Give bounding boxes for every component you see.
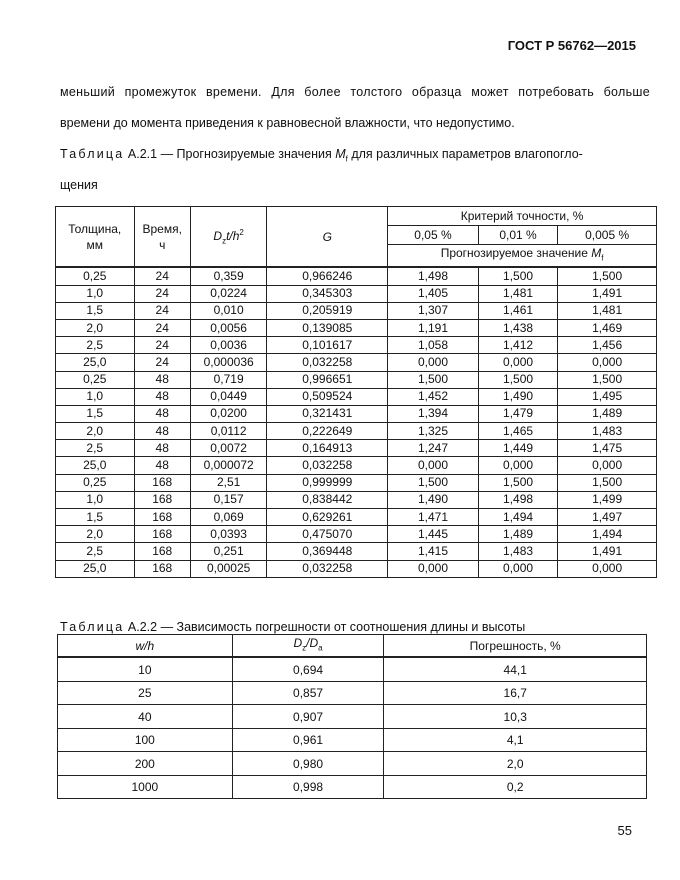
document-header: ГОСТ Р 56762—2015 bbox=[507, 38, 636, 53]
table-row bbox=[56, 337, 657, 354]
table-cell: 1,465 bbox=[478, 423, 558, 440]
table-cell: 1,500 bbox=[388, 474, 479, 491]
table-cell: 200 bbox=[58, 752, 233, 776]
table-cell: 1,500 bbox=[388, 371, 479, 388]
table-cell: 2,0 bbox=[56, 319, 135, 336]
table-cell: 1,495 bbox=[558, 388, 657, 405]
table-cell: 168 bbox=[134, 491, 190, 508]
table-cell: 0,000 bbox=[478, 457, 558, 474]
table-cell: 1,475 bbox=[558, 440, 657, 457]
table-cell: 48 bbox=[134, 440, 190, 457]
table-cell: 24 bbox=[134, 337, 190, 354]
table-cell: 0,222649 bbox=[267, 423, 388, 440]
table-cell: 0,0393 bbox=[190, 526, 267, 543]
table-cell: 0,966246 bbox=[267, 267, 388, 285]
table-cell: 0,0224 bbox=[190, 285, 267, 302]
table-cell: 4,1 bbox=[384, 728, 647, 752]
table2-caption-label: Таблица bbox=[60, 620, 125, 634]
table-cell: 1,0 bbox=[56, 285, 135, 302]
table-row bbox=[58, 752, 647, 776]
table-cell: 2,0 bbox=[384, 752, 647, 776]
table-cell: 1,452 bbox=[388, 388, 479, 405]
table-cell: 1,325 bbox=[388, 423, 479, 440]
table-cell: 1,0 bbox=[56, 388, 135, 405]
table-cell: 1,499 bbox=[558, 491, 657, 508]
table-cell: 1,483 bbox=[558, 423, 657, 440]
table-cell: 0,032258 bbox=[267, 457, 388, 474]
table-cell: 1,494 bbox=[478, 509, 558, 526]
table-cell: 44,1 bbox=[384, 657, 647, 681]
header-dzt: $D_zt/h^2$ bbox=[190, 207, 267, 268]
table-cell: 1,490 bbox=[478, 388, 558, 405]
table-cell: 0,010 bbox=[190, 302, 267, 319]
table-cell: 2,5 bbox=[56, 440, 135, 457]
header-dz-da: $D_z/D_a$ bbox=[232, 635, 384, 658]
page-number: 55 bbox=[617, 823, 632, 838]
header-acc-005: 0,05 % bbox=[388, 226, 479, 245]
table-cell: 0,0112 bbox=[190, 423, 267, 440]
table-cell: 1,5 bbox=[56, 405, 135, 422]
table-cell: 0,000072 bbox=[190, 457, 267, 474]
table-cell: 0,719 bbox=[190, 371, 267, 388]
table-cell: 0,000 bbox=[478, 560, 558, 577]
table-cell: 0,0036 bbox=[190, 337, 267, 354]
table-cell: 0,000 bbox=[558, 560, 657, 577]
table-cell: 0,838442 bbox=[267, 491, 388, 508]
table-row bbox=[58, 728, 647, 752]
table-cell: 0,629261 bbox=[267, 509, 388, 526]
table-row bbox=[56, 405, 657, 422]
table-cell: 0,0056 bbox=[190, 319, 267, 336]
table-cell: 1,500 bbox=[558, 267, 657, 285]
table-cell: 0,369448 bbox=[267, 543, 388, 560]
table-row bbox=[56, 509, 657, 526]
table-cell: 1,456 bbox=[558, 337, 657, 354]
paragraph-line-2: времени до момента приведения к равновесной влажности, что недопустимо. bbox=[60, 116, 515, 130]
table-cell: 10,3 bbox=[384, 705, 647, 729]
table-cell: 168 bbox=[134, 526, 190, 543]
table-cell: 1,469 bbox=[558, 319, 657, 336]
table-cell: 0,0200 bbox=[190, 405, 267, 422]
table-cell: 1000 bbox=[58, 775, 233, 799]
table-row bbox=[56, 560, 657, 577]
table-cell: 0,139085 bbox=[267, 319, 388, 336]
table2-caption-text: — Зависимость погрешности от соотношения длины и высоты bbox=[157, 620, 526, 634]
table-cell: 1,494 bbox=[558, 526, 657, 543]
table1-body bbox=[56, 267, 657, 577]
table-cell: 1,498 bbox=[388, 267, 479, 285]
table-cell: 1,415 bbox=[388, 543, 479, 560]
table-cell: 0,359 bbox=[190, 267, 267, 285]
table1-caption-label: Таблица bbox=[60, 147, 125, 161]
table-row bbox=[56, 457, 657, 474]
table-cell: 24 bbox=[134, 285, 190, 302]
table2-caption-num: А.2.2 bbox=[127, 620, 158, 634]
table-row bbox=[56, 302, 657, 319]
table-row bbox=[56, 491, 657, 508]
table-cell: 16,7 bbox=[384, 681, 647, 705]
table-cell: 0,000 bbox=[478, 354, 558, 371]
table-row bbox=[56, 354, 657, 371]
table-cell: 48 bbox=[134, 423, 190, 440]
table-cell: 0,25 bbox=[56, 474, 135, 491]
table-row bbox=[58, 681, 647, 705]
table-cell: 0,101617 bbox=[267, 337, 388, 354]
table-cell: 1,500 bbox=[478, 474, 558, 491]
table-cell: 1,500 bbox=[558, 371, 657, 388]
table-row bbox=[56, 423, 657, 440]
table-row bbox=[56, 267, 657, 285]
header-criterion: Критерий точности, % bbox=[388, 207, 657, 226]
table-cell: 48 bbox=[134, 457, 190, 474]
table-cell: 25 bbox=[58, 681, 233, 705]
table-cell: 1,500 bbox=[478, 267, 558, 285]
table-row bbox=[56, 474, 657, 491]
table1-caption bbox=[60, 146, 650, 168]
table-cell: 168 bbox=[134, 509, 190, 526]
table-cell: 0,251 bbox=[190, 543, 267, 560]
table-cell: 1,247 bbox=[388, 440, 479, 457]
table-cell: 0,000 bbox=[388, 354, 479, 371]
table-cell: 1,498 bbox=[478, 491, 558, 508]
table-cell: 24 bbox=[134, 319, 190, 336]
table-cell: 1,191 bbox=[388, 319, 479, 336]
table-cell: 10 bbox=[58, 657, 233, 681]
paragraph-line-1: меньший промежуток времени. Для более толстого образца может потребовать больше bbox=[60, 85, 650, 99]
header-thickness: Толщина, мм bbox=[56, 207, 135, 268]
table-cell: 0,205919 bbox=[267, 302, 388, 319]
header-wh: w/h bbox=[58, 635, 233, 658]
table-cell: 48 bbox=[134, 371, 190, 388]
table-cell: 25,0 bbox=[56, 560, 135, 577]
header-acc-001: 0,01 % bbox=[478, 226, 558, 245]
table-row bbox=[56, 543, 657, 560]
table-cell: 2,0 bbox=[56, 526, 135, 543]
table-cell: 1,5 bbox=[56, 509, 135, 526]
table-cell: 0,032258 bbox=[267, 354, 388, 371]
table-cell: 0,00025 bbox=[190, 560, 267, 577]
table-cell: 0,999999 bbox=[267, 474, 388, 491]
table-cell: 1,0 bbox=[56, 491, 135, 508]
table-cell: 0,998 bbox=[232, 775, 384, 799]
table-cell: 1,489 bbox=[478, 526, 558, 543]
table-cell: 0,907 bbox=[232, 705, 384, 729]
table-cell: 1,461 bbox=[478, 302, 558, 319]
table-cell: 24 bbox=[134, 302, 190, 319]
table-cell: 2,5 bbox=[56, 337, 135, 354]
table1-caption-line2: щения bbox=[60, 178, 98, 192]
table-cell: 1,5 bbox=[56, 302, 135, 319]
table-cell: 1,497 bbox=[558, 509, 657, 526]
table-cell: 0,996651 bbox=[267, 371, 388, 388]
table-cell: 48 bbox=[134, 405, 190, 422]
table-cell: 1,483 bbox=[478, 543, 558, 560]
table-cell: 0,032258 bbox=[267, 560, 388, 577]
table-cell: 1,489 bbox=[558, 405, 657, 422]
table1 bbox=[55, 206, 657, 578]
header-predicted: Прогнозируемое значение $M_f$ bbox=[388, 245, 657, 268]
table-cell: 24 bbox=[134, 267, 190, 285]
table-cell: 0,321431 bbox=[267, 405, 388, 422]
header-acc-0005: 0,005 % bbox=[558, 226, 657, 245]
table-cell: 0,069 bbox=[190, 509, 267, 526]
table-cell: 0,694 bbox=[232, 657, 384, 681]
table-cell: 2,51 bbox=[190, 474, 267, 491]
table-cell: 1,058 bbox=[388, 337, 479, 354]
table-cell: 40 bbox=[58, 705, 233, 729]
table2 bbox=[57, 634, 647, 799]
table-cell: 168 bbox=[134, 474, 190, 491]
table-row bbox=[56, 285, 657, 302]
table2-caption bbox=[60, 620, 525, 634]
table-cell: 1,500 bbox=[558, 474, 657, 491]
table-cell: 1,449 bbox=[478, 440, 558, 457]
table-row bbox=[58, 705, 647, 729]
table-row bbox=[56, 440, 657, 457]
table-cell: 0,164913 bbox=[267, 440, 388, 457]
table-cell: 2,0 bbox=[56, 423, 135, 440]
table-cell: 0,475070 bbox=[267, 526, 388, 543]
table-cell: 1,394 bbox=[388, 405, 479, 422]
table-row bbox=[56, 388, 657, 405]
table1-caption-var-sub: f bbox=[345, 154, 348, 164]
table2-body bbox=[58, 657, 647, 799]
table1-caption-text-pre: — Прогнозируемые значения bbox=[157, 147, 336, 161]
table-cell: 0,0449 bbox=[190, 388, 267, 405]
table-row bbox=[58, 657, 647, 681]
table-cell: 1,471 bbox=[388, 509, 479, 526]
table-row bbox=[56, 371, 657, 388]
table-cell: 0,509524 bbox=[267, 388, 388, 405]
table-cell: 1,500 bbox=[478, 371, 558, 388]
table-row bbox=[56, 319, 657, 336]
table-row bbox=[58, 775, 647, 799]
table-cell: 0,345303 bbox=[267, 285, 388, 302]
table-row bbox=[56, 526, 657, 543]
table-cell: 0,000 bbox=[388, 457, 479, 474]
table-cell: 1,481 bbox=[478, 285, 558, 302]
header-g: G bbox=[267, 207, 388, 268]
header-time: Время, ч bbox=[134, 207, 190, 268]
table-cell: 0,000036 bbox=[190, 354, 267, 371]
table-cell: 0,000 bbox=[558, 354, 657, 371]
table-cell: 25,0 bbox=[56, 457, 135, 474]
table-cell: 0,000 bbox=[388, 560, 479, 577]
table-cell: 0,2 bbox=[384, 775, 647, 799]
table-cell: 25,0 bbox=[56, 354, 135, 371]
table-cell: 1,481 bbox=[558, 302, 657, 319]
table-cell: 0,000 bbox=[558, 457, 657, 474]
table-cell: 24 bbox=[134, 354, 190, 371]
table-cell: 1,491 bbox=[558, 285, 657, 302]
header-error: Погрешность, % bbox=[384, 635, 647, 658]
table-cell: 1,438 bbox=[478, 319, 558, 336]
table-cell: 1,491 bbox=[558, 543, 657, 560]
table1-caption-num: А.2.1 bbox=[127, 147, 158, 161]
table1-caption-var: M bbox=[335, 147, 346, 161]
table-cell: 2,5 bbox=[56, 543, 135, 560]
table-cell: 0,25 bbox=[56, 267, 135, 285]
table-cell: 1,490 bbox=[388, 491, 479, 508]
table-cell: 1,405 bbox=[388, 285, 479, 302]
table-cell: 0,0072 bbox=[190, 440, 267, 457]
table-cell: 48 bbox=[134, 388, 190, 405]
table1-caption-text-post: для различных параметров влагопогло- bbox=[347, 147, 583, 161]
table-cell: 1,445 bbox=[388, 526, 479, 543]
table-cell: 0,857 bbox=[232, 681, 384, 705]
table-cell: 168 bbox=[134, 543, 190, 560]
table-cell: 100 bbox=[58, 728, 233, 752]
table-cell: 168 bbox=[134, 560, 190, 577]
table-cell: 1,412 bbox=[478, 337, 558, 354]
table-cell: 0,980 bbox=[232, 752, 384, 776]
table-cell: 1,479 bbox=[478, 405, 558, 422]
table-cell: 0,25 bbox=[56, 371, 135, 388]
table-cell: 0,157 bbox=[190, 491, 267, 508]
table-cell: 1,307 bbox=[388, 302, 479, 319]
table-cell: 0,961 bbox=[232, 728, 384, 752]
